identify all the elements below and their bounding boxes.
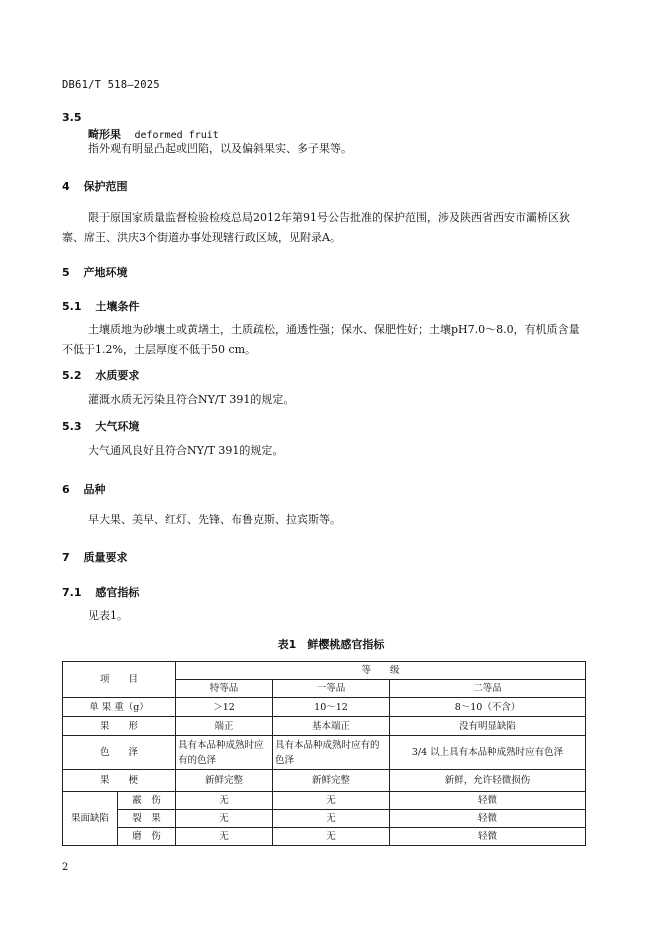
row-label: 色 泽 — [63, 736, 176, 770]
cell: 无 — [273, 810, 390, 828]
cell: ＞12 — [176, 698, 273, 717]
cell: 无 — [176, 810, 273, 828]
row-label: 果 形 — [63, 717, 176, 736]
table-row — [63, 717, 586, 736]
section-7-number: 7 — [62, 551, 70, 564]
cell: 轻微 — [390, 810, 586, 828]
section-6-heading — [62, 481, 106, 497]
section-6-title: 品种 — [83, 483, 106, 496]
grade-first: 一等品 — [273, 680, 390, 698]
table-row — [63, 770, 586, 792]
cell: 没有明显缺陷 — [390, 717, 586, 736]
header-grade: 等 级 — [176, 662, 586, 680]
section-7-1-title: 感官指标 — [95, 586, 140, 599]
table-row — [63, 736, 586, 770]
table-row — [63, 828, 586, 846]
section-7-1-number: 7.1 — [62, 586, 82, 599]
table-row — [63, 792, 586, 810]
cell: 轻微 — [390, 828, 586, 846]
section-7-title: 质量要求 — [83, 551, 128, 564]
grade-special: 特等品 — [176, 680, 273, 698]
section-4-title: 保护范围 — [83, 180, 128, 193]
section-7-1-heading — [62, 584, 139, 600]
grade-second: 二等品 — [390, 680, 586, 698]
section-3-5-number: 3.5 — [62, 111, 82, 124]
cell: 无 — [273, 828, 390, 846]
section-7-heading — [62, 549, 128, 565]
cell: 3/4 以上具有本品种成熟时应有色泽 — [390, 736, 586, 770]
section-5-3-heading — [62, 418, 139, 434]
section-5-2-heading — [62, 367, 139, 383]
page-number: 2 — [62, 862, 69, 873]
cell: 具有本品种成熟时应有的色泽 — [273, 736, 390, 770]
section-5-2-number: 5.2 — [62, 369, 82, 382]
header-item: 项 目 — [63, 662, 176, 698]
section-5-heading — [62, 264, 128, 280]
row-label: 果 梗 — [63, 770, 176, 792]
cell: 10～12 — [273, 698, 390, 717]
term-english: deformed fruit — [134, 130, 219, 141]
cell: 无 — [273, 792, 390, 810]
section-4-text: 限于原国家质量监督检验检疫总局2012年第91号公告批准的保护范围，涉及陕西省西安市灞桥区狄寨、席王、洪庆3个街道办事处现辖行政区域，见附录A。 — [62, 211, 570, 244]
table-caption: 表1 鲜樱桃感官指标 — [277, 638, 385, 651]
cell: 端正 — [176, 717, 273, 736]
section-5-1-title: 土壤条件 — [95, 300, 140, 313]
cell: 新鲜完整 — [273, 770, 390, 792]
section-7-1-text: 见表1。 — [88, 609, 128, 622]
sensory-index-table — [62, 661, 586, 846]
cell: 新鲜完整 — [176, 770, 273, 792]
document-code: DB61/T 518—2025 — [62, 79, 160, 91]
row-label: 霰 伤 — [118, 792, 176, 810]
cell: 无 — [176, 792, 273, 810]
section-5-1-text: 土壤质地为砂壤土或黄墡土，土质疏松，通透性强；保水、保肥性好；土壤pH7.0～8.0，有机质含量不低于1.2%，土层厚度不低于50 cm。 — [62, 323, 580, 356]
row-label: 单 果 重（g） — [63, 698, 176, 717]
cell: 具有本品种成熟时应有的色泽 — [176, 736, 273, 770]
section-5-3-title: 大气环境 — [95, 420, 140, 433]
row-label: 裂 果 — [118, 810, 176, 828]
table-row — [63, 810, 586, 828]
term-definition: 指外观有明显凸起或凹陷，以及偏斜果实、多子果等。 — [88, 142, 352, 155]
section-6-number: 6 — [62, 483, 70, 496]
section-4-number: 4 — [62, 180, 70, 193]
cell: 轻微 — [390, 792, 586, 810]
cell: 新鲜，允许轻微损伤 — [390, 770, 586, 792]
term-chinese: 畸形果 — [88, 128, 121, 141]
table-header-row — [63, 662, 586, 680]
section-5-1-heading — [62, 298, 139, 314]
section-4-heading — [62, 178, 128, 194]
cell: 基本端正 — [273, 717, 390, 736]
section-5-title: 产地环境 — [83, 266, 128, 279]
section-5-1-number: 5.1 — [62, 300, 82, 313]
section-5-2-text: 灌溉水质无污染且符合NY/T 391的规定。 — [88, 393, 295, 406]
cell: 无 — [176, 828, 273, 846]
row-label: 磨 伤 — [118, 828, 176, 846]
section-5-2-title: 水质要求 — [95, 369, 140, 382]
table-row — [63, 698, 586, 717]
section-5-number: 5 — [62, 266, 70, 279]
cell: 8～10（不含） — [390, 698, 586, 717]
section-5-3-number: 5.3 — [62, 420, 82, 433]
section-6-text: 早大果、美早、红灯、先锋、布鲁克斯、拉宾斯等。 — [88, 513, 341, 526]
defect-group-label: 果面缺陷 — [63, 792, 118, 846]
section-5-3-text: 大气通风良好且符合NY/T 391的规定。 — [88, 444, 284, 457]
